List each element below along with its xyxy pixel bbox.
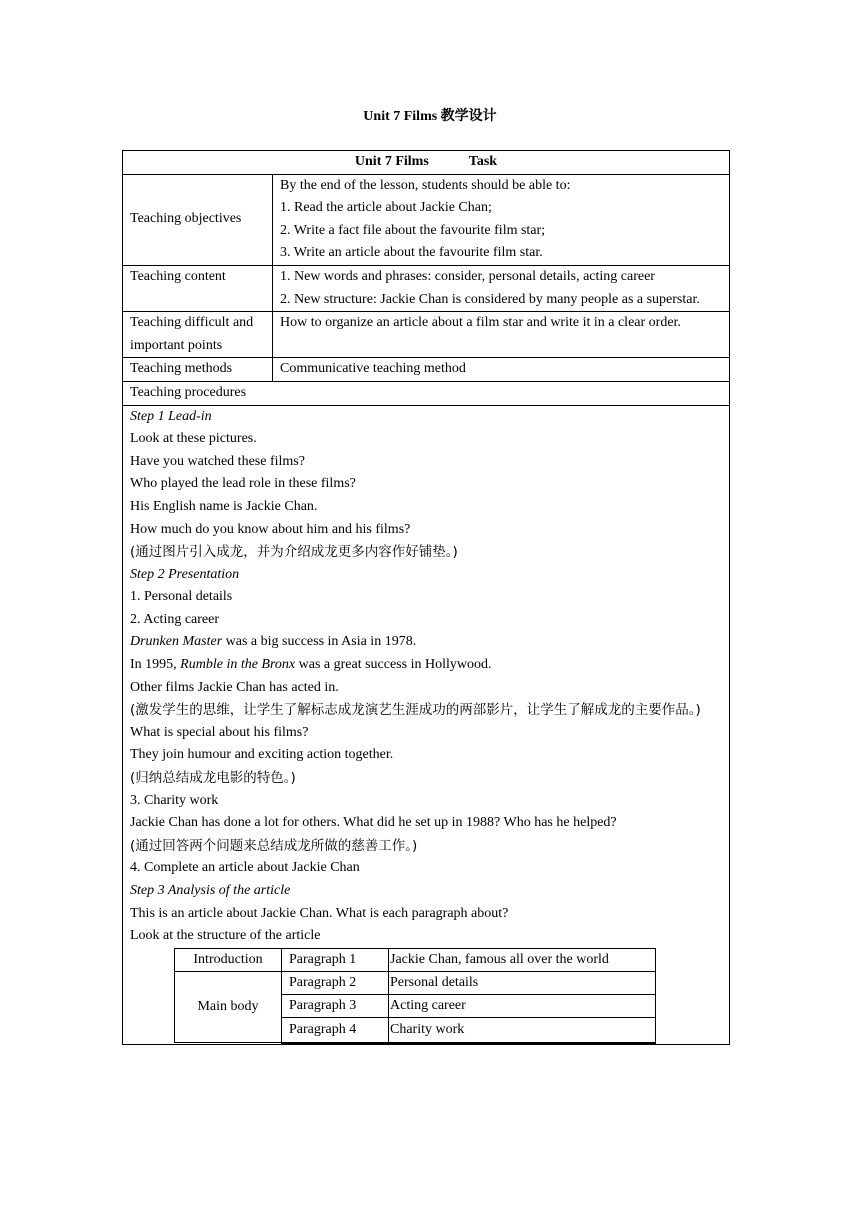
document-title: Unit 7 Films 教学设计	[363, 109, 497, 124]
objectives-content	[273, 174, 730, 265]
methods-label: Teaching methods	[123, 358, 273, 382]
step1-title: Step 1 Lead-in	[130, 408, 212, 424]
step1-line: His English name is Jackie Chan.	[130, 498, 318, 514]
step1-line: Who played the lead role in these films?	[130, 476, 356, 492]
procedures-label: Teaching procedures	[123, 381, 730, 405]
difficult-row	[123, 312, 730, 358]
structure-main-body: Main body	[175, 971, 282, 1043]
objectives-line: 3. Write an article about the favourite film star.	[280, 245, 543, 261]
step2-item-personal: 1. Personal details	[130, 589, 233, 605]
content-cell	[273, 265, 730, 311]
table-header-row	[123, 151, 730, 175]
structure-topic: Acting career	[389, 994, 656, 1017]
content-row	[123, 265, 730, 311]
structure-paragraph: Paragraph 2	[282, 971, 389, 994]
objectives-line: By the end of the lesson, students should be able to:	[280, 177, 571, 193]
content-words-line: 1. New words and phrases: consider, personal details, acting career	[280, 268, 655, 284]
rumble-line	[130, 654, 722, 677]
step2-item-charity: 3. Charity work	[130, 792, 219, 808]
step2-item-complete: 4. Complete an article about Jackie Chan	[130, 860, 360, 876]
structure-paragraph: Paragraph 4	[282, 1017, 389, 1043]
step2-note-3: (通过回答两个问题来总结成龙所做的慈善工作。)	[130, 837, 418, 854]
other-films-line: Other films Jackie Chan has acted in.	[130, 679, 339, 695]
structure-introduction: Introduction	[175, 948, 282, 971]
rumble-title: Rumble in the Bronx	[180, 657, 296, 673]
methods-text: Communicative teaching method	[273, 358, 730, 382]
drunken-master-text: was a big success in Asia in 1978.	[222, 634, 417, 650]
task-heading: Task	[468, 154, 498, 169]
unit-heading: Unit 7 Films	[354, 154, 429, 169]
step2-note-1: (激发学生的思维，让学生了解标志成龙演艺生涯成功的两部影片，让学生了解成龙的主要作品。)	[130, 702, 701, 719]
step2-note-2: (归纳总结成龙电影的特色。)	[130, 770, 296, 787]
difficult-text: How to organize an article about a film star and write it in a clear order.	[273, 312, 730, 358]
drunken-master-title: Drunken Master	[130, 634, 223, 650]
step3-line: Look at the structure of the article	[130, 928, 321, 944]
step3-line: This is an article about Jackie Chan. What is each paragraph about?	[130, 905, 509, 921]
rumble-text: was a great success in Hollywood.	[295, 657, 492, 673]
step1-line: Have you watched these films?	[130, 453, 305, 469]
content-structure-line: 2. New structure: Jackie Chan is considered by many people as a superstar.	[280, 291, 700, 307]
objectives-line: 2. Write a fact file about the favourite film star;	[280, 222, 546, 238]
structure-topic: Personal details	[389, 971, 656, 994]
content-label: Teaching content	[123, 265, 273, 311]
structure-topic: Jackie Chan, famous all over the world	[389, 948, 656, 971]
special-question: What is special about his films?	[130, 724, 309, 740]
step1-line: How much do you know about him and his films?	[130, 521, 411, 537]
step1-note: (通过图片引入成龙，并为介绍成龙更多内容作好铺垫。)	[130, 544, 458, 561]
step1-line: Look at these pictures.	[130, 431, 257, 447]
structure-row	[175, 971, 656, 994]
drunken-master-line	[130, 631, 722, 654]
special-answer: They join humour and exciting action together.	[130, 747, 394, 763]
objectives-label: Teaching objectives	[123, 174, 273, 265]
lesson-plan-table	[122, 150, 730, 1045]
methods-row	[123, 358, 730, 382]
article-structure-table	[174, 948, 656, 1044]
rumble-prefix: In 1995,	[130, 657, 181, 673]
step2-item-acting: 2. Acting career	[130, 611, 220, 627]
objectives-row	[123, 174, 730, 265]
step3-title: Step 3 Analysis of the article	[130, 883, 291, 898]
procedures-row	[123, 405, 730, 1044]
step2-title: Step 2 Presentation	[130, 566, 240, 582]
difficult-label: Teaching difficult and important points	[123, 312, 273, 358]
procedures-content	[123, 405, 730, 1044]
objectives-line: 1. Read the article about Jackie Chan;	[280, 200, 492, 216]
structure-paragraph: Paragraph 1	[282, 948, 389, 971]
structure-row	[175, 948, 656, 971]
charity-line: Jackie Chan has done a lot for others. What did he set up in 1988? Who has he helped?	[130, 815, 617, 831]
procedures-label-row	[123, 381, 730, 405]
structure-topic: Charity work	[389, 1017, 656, 1043]
structure-paragraph: Paragraph 3	[282, 994, 389, 1017]
